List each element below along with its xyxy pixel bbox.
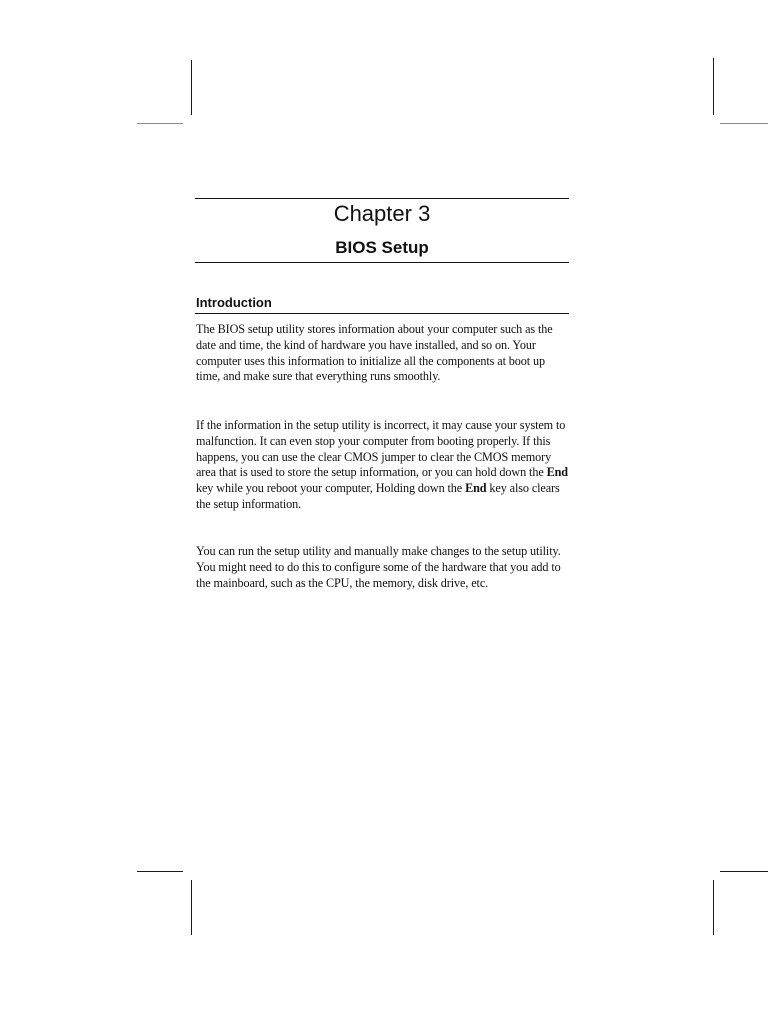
chapter-top-rule — [195, 198, 569, 199]
crop-mark-top-left-horizontal — [137, 123, 183, 124]
paragraph-2-text-a: If the information in the setup utility is incorrect, it may cause your system to malfunction. It can even stop your computer from booting properly. If this happens, you can use the clear CMOS jumper to clear the CMOS memory area that is used to store the setup information, or you can hold down the — [196, 418, 566, 480]
crop-mark-bottom-left-horizontal — [137, 871, 183, 872]
crop-mark-bottom-left-vertical — [191, 880, 192, 935]
paragraph-2-text-b: key while you reboot your computer, Holding down the — [196, 481, 466, 496]
chapter-title: Chapter 3 — [333, 201, 431, 226]
crop-mark-top-right-horizontal — [720, 123, 768, 124]
paragraph-1: The BIOS setup utility stores information about your computer such as the date and time, the kind of hardware you have installed, and so on. Your computer uses this information to initialize all the components at boot up time, and make sure that everything runs smoothly. — [196, 322, 553, 384]
crop-mark-top-right-vertical — [713, 58, 714, 115]
crop-mark-bottom-right-vertical — [713, 880, 714, 935]
chapter-subtitle: BIOS Setup — [335, 238, 429, 257]
paragraph-3: You can run the setup utility and manually make changes to the setup utility. You might need to do this to configure some of the hardware that you add to the mainboard, such as the CPU, the memory, disk drive, etc. — [196, 544, 561, 590]
section-heading-rule — [195, 313, 569, 314]
paragraph-2-text-c: key also clears the setup information. — [196, 481, 560, 511]
end-key-label: End — [546, 465, 568, 480]
section-heading-introduction: Introduction — [196, 295, 272, 310]
chapter-bottom-rule — [195, 262, 569, 263]
end-key-label: End — [465, 481, 487, 496]
crop-mark-top-left-vertical — [191, 60, 192, 115]
paragraph-2 — [196, 418, 571, 513]
crop-mark-bottom-right-horizontal — [720, 871, 768, 872]
